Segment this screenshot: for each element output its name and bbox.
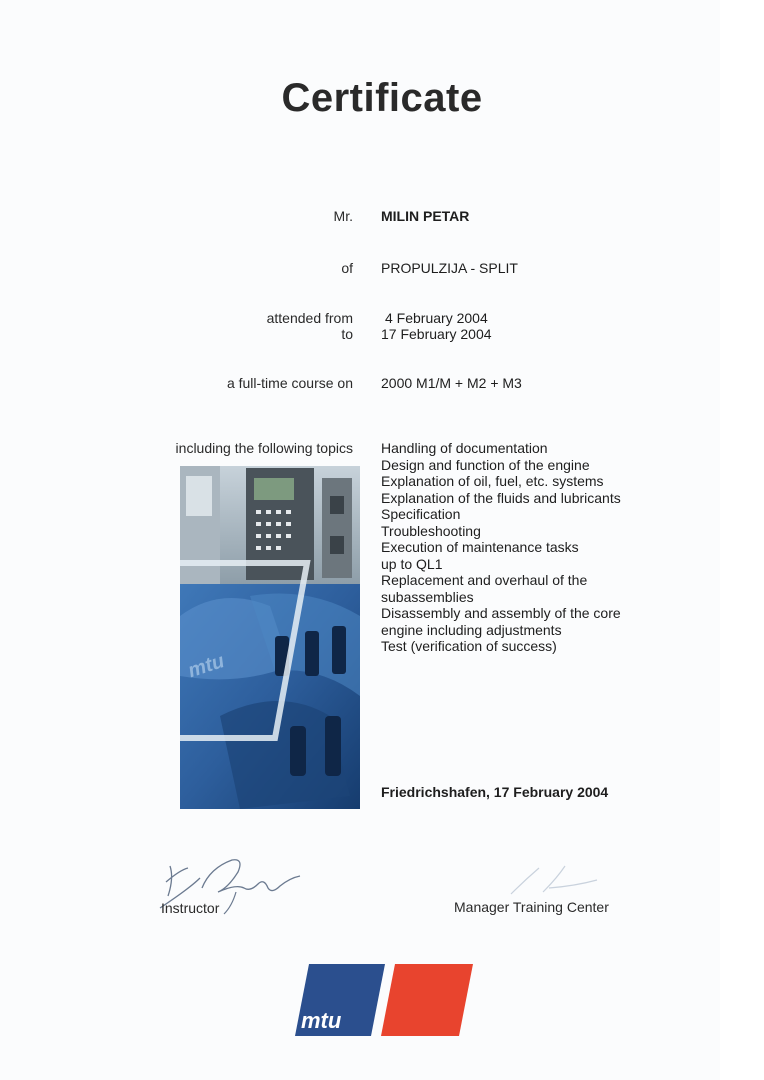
topic-item: Execution of maintenance tasks bbox=[381, 539, 579, 555]
topic-item: Test (verification of success) bbox=[381, 638, 557, 654]
certificate-title: Certificate bbox=[281, 76, 483, 120]
company-name: PROPULZIJA - SPLIT bbox=[381, 260, 518, 276]
topic-item: up to QL1 bbox=[381, 555, 443, 572]
mtu-logo bbox=[295, 962, 475, 1038]
salutation-label: Mr. bbox=[333, 208, 353, 224]
logo-text: mtu bbox=[301, 1008, 342, 1033]
recipient-name: MILIN PETAR bbox=[381, 208, 470, 224]
manager-signature bbox=[505, 860, 605, 900]
topic-item: subassemblies bbox=[381, 588, 474, 605]
topics-label: including the following topics bbox=[175, 440, 353, 456]
engine-photo bbox=[180, 466, 360, 809]
topic-item: Handling of documentation bbox=[381, 440, 548, 456]
date-to: 17 February 2004 bbox=[381, 326, 492, 342]
manager-label: Manager Training Center bbox=[454, 899, 609, 915]
topics-list bbox=[381, 440, 621, 655]
place-and-date: Friedrichshafen, 17 February 2004 bbox=[381, 784, 609, 800]
to-label: to bbox=[341, 326, 353, 342]
course-name: 2000 M1/M + M2 + M3 bbox=[381, 375, 522, 391]
course-label: a full-time course on bbox=[226, 375, 353, 391]
topic-item: Troubleshooting bbox=[381, 522, 481, 539]
instructor-label: Instructor bbox=[161, 900, 220, 916]
attended-from-label: attended from bbox=[266, 310, 353, 326]
topic-item: Explanation of the fluids and lubricants bbox=[381, 489, 621, 506]
topic-item: engine including adjustments bbox=[381, 621, 562, 638]
topic-item: Design and function of the engine bbox=[381, 456, 590, 473]
topic-item: Replacement and overhaul of the bbox=[381, 572, 588, 588]
topic-item: Explanation of oil, fuel, etc. systems bbox=[381, 473, 604, 489]
date-from: 4 February 2004 bbox=[385, 310, 488, 326]
of-label: of bbox=[341, 260, 353, 276]
page-margin bbox=[720, 0, 764, 1080]
topic-item: Specification bbox=[381, 506, 461, 522]
svg-text:mtu: mtu bbox=[185, 650, 228, 683]
topic-item: Disassembly and assembly of the core bbox=[381, 605, 621, 621]
